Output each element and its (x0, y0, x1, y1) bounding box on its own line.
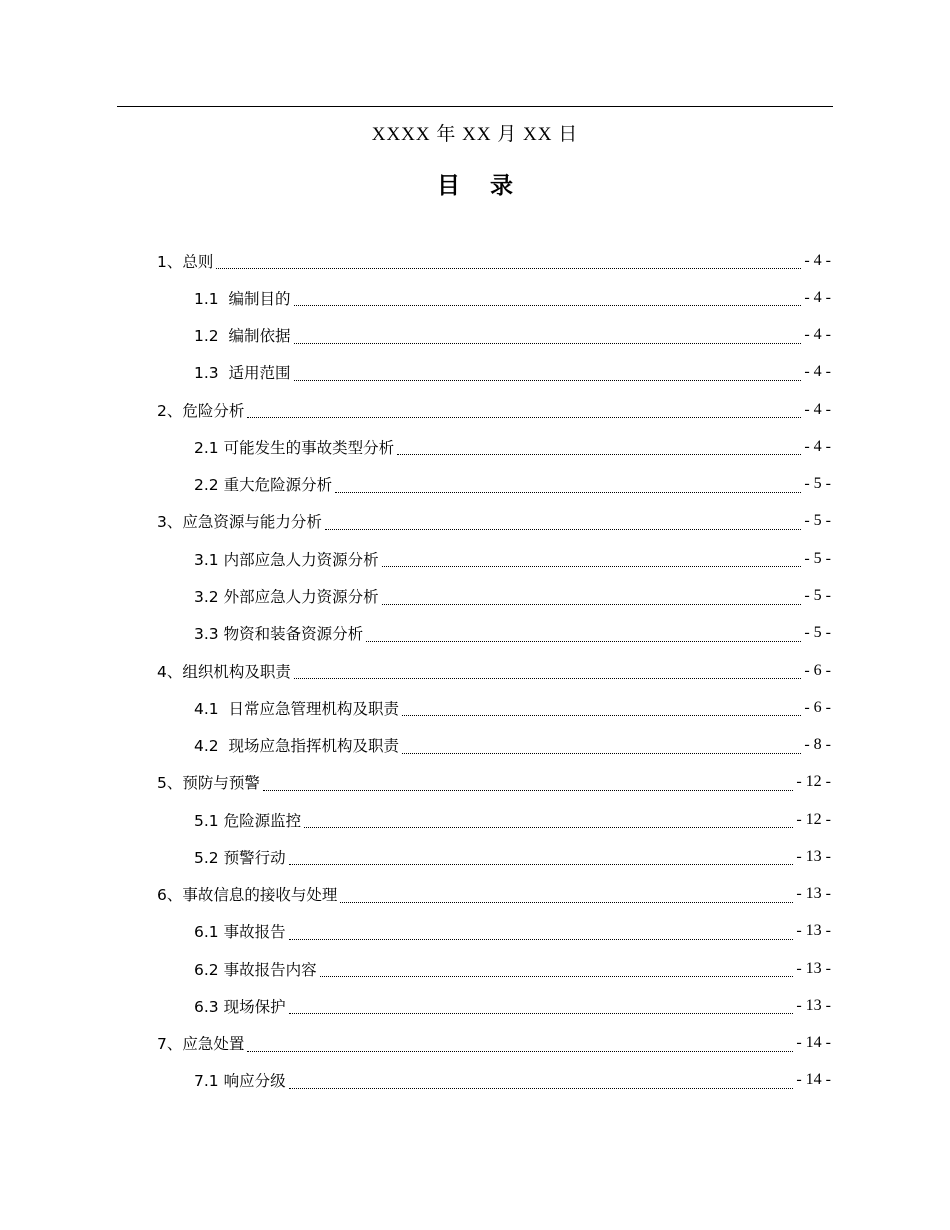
toc-entry-label: 5、预防与预警 (157, 774, 260, 793)
toc-entry-label: 6.1 事故报告 (194, 923, 286, 942)
dot-leader (216, 256, 801, 269)
toc-page-number: - 6 - (804, 661, 831, 679)
toc-entry[interactable] (0, 1062, 831, 1099)
toc-page-number: - 13 - (796, 847, 831, 865)
toc-entry[interactable] (0, 801, 831, 838)
toc-page-number: - 4 - (804, 363, 831, 381)
toc-entry-label: 3.2 外部应急人力资源分析 (194, 588, 379, 607)
dot-leader (366, 629, 801, 642)
toc-entry-label: 1、总则 (157, 252, 214, 271)
dot-leader (294, 293, 802, 306)
dot-leader (325, 517, 801, 530)
document-date: XXXX 年 XX 月 XX 日 (371, 124, 579, 145)
toc-entry[interactable] (0, 354, 831, 391)
dot-leader (289, 927, 794, 940)
toc-page-number: - 4 - (804, 437, 831, 455)
toc-entry-label: 5.2 预警行动 (194, 848, 286, 867)
toc-entry[interactable] (0, 317, 831, 354)
toc-entry[interactable] (0, 466, 831, 503)
toc-page-number: - 13 - (796, 959, 831, 977)
toc-entry-label: 4.2 现场应急指挥机构及职责 (194, 737, 400, 756)
dot-leader (289, 1076, 794, 1089)
header-rule (117, 106, 833, 107)
toc-entry[interactable] (0, 279, 831, 316)
dot-leader (397, 442, 801, 455)
toc-entry[interactable] (0, 1025, 831, 1062)
toc-page-number: - 4 - (804, 251, 831, 269)
toc-entry[interactable] (0, 577, 831, 614)
toc-page-number: - 14 - (796, 1034, 831, 1052)
dot-leader (247, 405, 801, 418)
toc-page-number: - 13 - (796, 922, 831, 940)
toc-page-number: - 5 - (804, 549, 831, 567)
toc-entry[interactable] (0, 838, 831, 875)
toc-entry-label: 3、应急资源与能力分析 (157, 513, 322, 532)
toc-entry-label: 1.3 适用范围 (194, 364, 291, 383)
toc-entry[interactable] (0, 726, 831, 763)
toc-page-number: - 6 - (804, 698, 831, 716)
toc-entry[interactable] (0, 503, 831, 540)
dot-leader (320, 964, 794, 977)
toc-page-number: - 4 - (804, 326, 831, 344)
toc-entry-label: 2、危险分析 (157, 401, 245, 420)
dot-leader (340, 890, 793, 903)
toc-entry[interactable] (0, 876, 831, 913)
toc-entry-label: 1.2 编制依据 (194, 327, 291, 346)
toc-entry[interactable] (0, 913, 831, 950)
toc-page-number: - 5 - (804, 624, 831, 642)
toc-entry-label: 7、应急处置 (157, 1035, 245, 1054)
table-of-contents (0, 242, 950, 1099)
toc-entry[interactable] (0, 689, 831, 726)
toc-entry[interactable] (0, 764, 831, 801)
dot-leader (335, 480, 801, 493)
dot-leader (382, 592, 802, 605)
toc-entry[interactable] (0, 652, 831, 689)
toc-page-number: - 13 - (796, 885, 831, 903)
dot-leader (289, 1001, 794, 1014)
toc-page-number: - 5 - (804, 587, 831, 605)
toc-entry[interactable] (0, 615, 831, 652)
toc-title: 目录 (437, 172, 543, 199)
toc-entry-label: 6.2 事故报告内容 (194, 960, 317, 979)
dot-leader (294, 368, 802, 381)
toc-entry[interactable] (0, 540, 831, 577)
toc-entry-label: 5.1 危险源监控 (194, 811, 302, 830)
toc-entry-label: 1.1 编制目的 (194, 289, 291, 308)
toc-entry-label: 4、组织机构及职责 (157, 662, 291, 681)
toc-entry[interactable] (0, 950, 831, 987)
toc-entry-label: 6.3 现场保护 (194, 997, 286, 1016)
toc-page-number: - 4 - (804, 400, 831, 418)
toc-page-number: - 5 - (804, 512, 831, 530)
toc-page-number: - 12 - (796, 773, 831, 791)
toc-entry-label: 7.1 响应分级 (194, 1072, 286, 1091)
dot-leader (247, 1039, 793, 1052)
toc-entry-label: 2.1 可能发生的事故类型分析 (194, 438, 395, 457)
dot-leader (402, 703, 801, 716)
toc-entry-label: 2.2 重大危险源分析 (194, 476, 333, 495)
toc-page-number: - 4 - (804, 288, 831, 306)
dot-leader (304, 815, 793, 828)
toc-page-number: - 13 - (796, 996, 831, 1014)
dot-leader (382, 554, 802, 567)
toc-entry-label: 3.3 物资和装备资源分析 (194, 625, 364, 644)
toc-entry-label: 3.1 内部应急人力资源分析 (194, 550, 379, 569)
toc-page-number: - 12 - (796, 810, 831, 828)
toc-entry[interactable] (0, 428, 831, 465)
dot-leader (263, 778, 793, 791)
dot-leader (294, 666, 801, 679)
toc-entry-label: 4.1 日常应急管理机构及职责 (194, 699, 400, 718)
dot-leader (294, 331, 802, 344)
toc-page-number: - 14 - (796, 1071, 831, 1089)
toc-page-number: - 8 - (804, 736, 831, 754)
toc-page-number: - 5 - (804, 475, 831, 493)
toc-entry-label: 6、事故信息的接收与处理 (157, 886, 338, 905)
dot-leader (289, 852, 794, 865)
dot-leader (402, 741, 801, 754)
toc-entry[interactable] (0, 242, 831, 279)
toc-entry[interactable] (0, 391, 831, 428)
toc-entry[interactable] (0, 987, 831, 1024)
